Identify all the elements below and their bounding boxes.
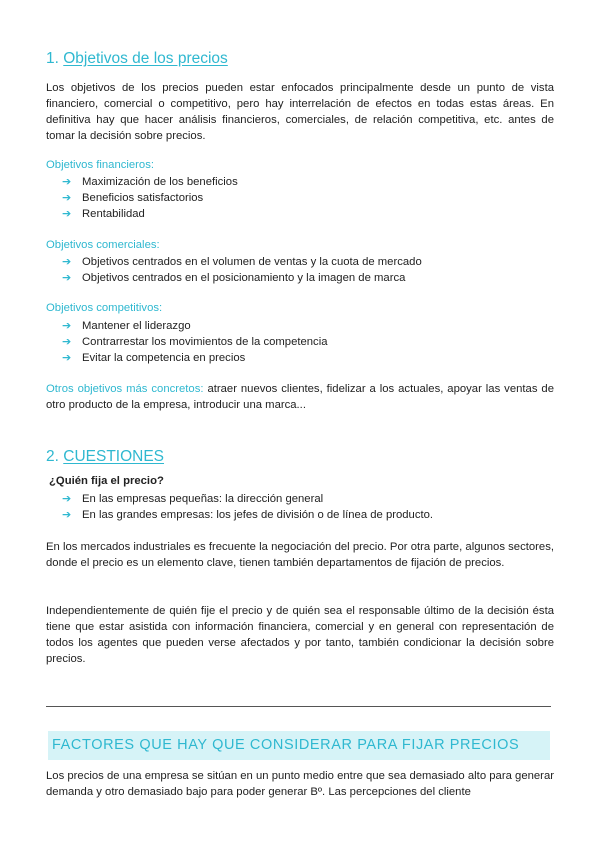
section1-title: Objetivos de los precios — [63, 50, 228, 67]
divider — [46, 706, 551, 707]
section2-paragraph-1: En los mercados industriales es frecuente la negociación del precio. Por otra parte, algunos sectores, donde el precio es un elemento clave, tienen también departamentos de fijación de precios. — [46, 541, 554, 570]
section1-intro: Los objetivos de los precios pueden estar enfocados principalmente desde un punto de vista financiero, comercial o competitivo, pero hay interrelación de efectos en todas estas áreas. En definitiva hay que hacer análisis financieros, comerciales, de relación competitiva, etc. antes de tomar la decisión sobre precios. — [46, 82, 554, 143]
group-label-competitive: Objetivos competitivos: — [46, 302, 163, 314]
section2-title: CUESTIONES — [63, 448, 165, 465]
list-item: ➔ Contrarrestar los movimientos de la competencia — [62, 336, 328, 348]
arrow-right-icon: ➔ — [62, 509, 72, 521]
section2-paragraph-2: Independientemente de quién fije el precio y de quién sea el responsable último de la decisión ésta tiene que estar asistida con información financiera, comercial y en general con representación de todos los agentes que pueden verse afectados y por tanto, también condicionar la decisión sobre precios. — [46, 605, 554, 666]
other-objectives-label: Otros objetivos más concretos: — [46, 383, 204, 395]
section2-heading — [46, 448, 164, 466]
question-heading: ¿Quién fija el precio? — [49, 475, 164, 487]
arrow-right-icon: ➔ — [62, 336, 72, 348]
list-answers — [62, 491, 433, 523]
list-item: ➔ Beneficios satisfactorios — [62, 192, 204, 204]
list-item: ➔ En las empresas pequeñas: la dirección general — [62, 493, 324, 505]
section2-number: 2. — [46, 448, 59, 465]
list-item: ➔ Mantener el liderazgo — [62, 320, 191, 332]
list-item: ➔ Rentabilidad — [62, 208, 145, 220]
group-label-commercial: Objetivos comerciales: — [46, 239, 160, 251]
arrow-right-icon: ➔ — [62, 176, 72, 188]
arrow-right-icon: ➔ — [62, 256, 72, 268]
section1-number: 1. — [46, 50, 59, 67]
arrow-right-icon: ➔ — [62, 192, 72, 204]
section1-heading — [46, 50, 228, 68]
group-label-financial: Objetivos financieros: — [46, 159, 154, 171]
arrow-right-icon: ➔ — [62, 352, 72, 364]
other-objectives — [46, 381, 554, 413]
list-item: ➔ Evitar la competencia en precios — [62, 352, 246, 364]
list-competitive — [62, 318, 328, 366]
factors-text: Los precios de una empresa se sitúan en un punto medio entre que sea demasiado alto para generar demanda y otro demasiado bajo para poder generar Bº. Las percepciones del cliente — [46, 770, 554, 799]
arrow-right-icon: ➔ — [62, 208, 72, 220]
list-item: ➔ Maximización de los beneficios — [62, 176, 238, 188]
arrow-right-icon: ➔ — [62, 272, 72, 284]
list-item: ➔ Objetivos centrados en el volumen de ventas y la cuota de mercado — [62, 256, 422, 268]
list-financial — [62, 174, 238, 222]
arrow-right-icon: ➔ — [62, 493, 72, 505]
list-item: ➔ En las grandes empresas: los jefes de división o de línea de producto. — [62, 509, 434, 521]
arrow-right-icon: ➔ — [62, 320, 72, 332]
factors-banner: FACTORES QUE HAY QUE CONSIDERAR PARA FIJAR PRECIOS — [48, 731, 550, 760]
list-item: ➔ Objetivos centrados en el posicionamiento y la imagen de marca — [62, 272, 406, 284]
other-objectives-text: atraer nuevos clientes, fidelizar a los actuales, apoyar las ventas de otro producto de la empresa, introducir una marca... — [46, 383, 554, 412]
list-commercial — [62, 254, 422, 286]
